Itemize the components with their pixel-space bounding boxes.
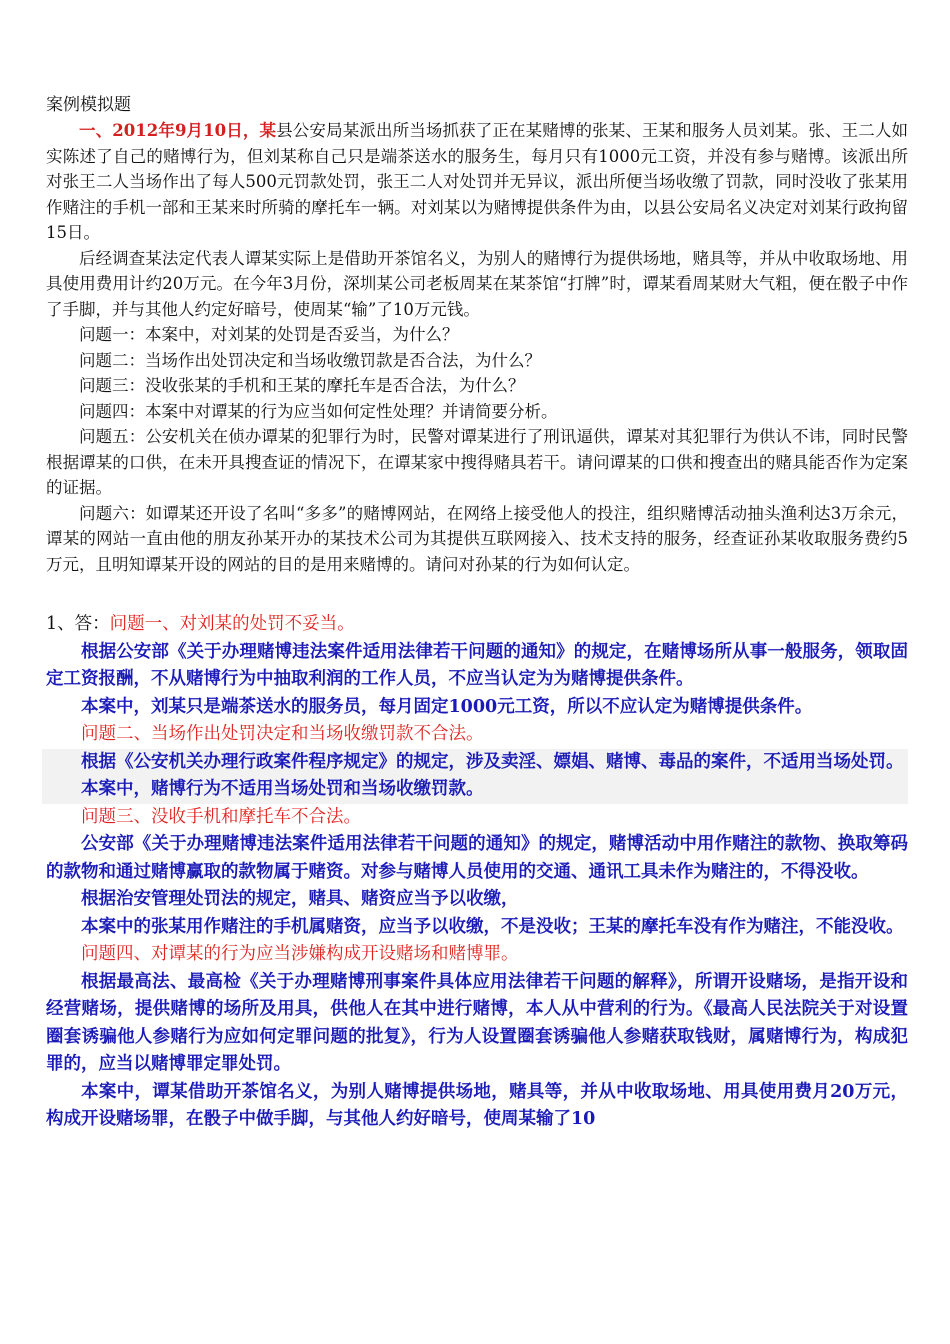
document-page [46, 92, 908, 1134]
answer-4-basis: 根据最高法、最高检《关于办理赌博刑事案件具体应用法律若干问题的解释》，所谓开设赌场，是指开设和经营赌场，提供赌博的场所及用具，供他人在其中进行赌博，本人从中营利的行为。《最高人民法院关于对设置圈套诱骗他人参赌行为应如何定罪问题的批复》，行为人设置圈套诱骗他人参赌获取钱财，属赌博行为，构成犯罪的，应当以赌博罪定罪处罚。 [46, 971, 908, 1074]
question-4: 问题四：本案中对谭某的行为应当如何定性处理？并请简要分析。 [79, 401, 558, 421]
question-2: 问题二：当场作出处罚决定和当场收缴罚款是否合法，为什么？ [79, 350, 541, 370]
answer-2-basis: 根据《公安机关办理行政案件程序规定》的规定，涉及卖淫、嫖娼、赌博、毒品的案件，不适用当场处罚。 [81, 751, 904, 772]
answer-1-application: 本案中，刘某只是端茶送水的服务员，每月固定1000元工资，所以不应认定为赌博提供条件。 [81, 696, 813, 717]
section-gap [46, 577, 908, 611]
answer-3-title: 问题三、没收手机和摩托车不合法。 [81, 806, 361, 827]
answer-1-title: 问题一、对刘某的处罚不妥当。 [109, 614, 355, 634]
case-paragraph-2: 后经调查某法定代表人谭某实际上是借助开茶馆名义，为别人的赌博行为提供场地，赌具等，并从中收取场地、用具使用费用计约20万元。在今年3月份，深圳某公司老板周某在某茶馆“打牌”时，谭某看周某财大气粗，便在骰子中作了手脚，并与其他人约定好暗号，使周某“输”了10万元钱。 [46, 248, 908, 319]
answer-3-basis: 公安部《关于办理赌博违法案件适用法律若干问题的通知》的规定，赌博活动中用作赌注的款物、换取筹码的款物和通过赌博赢取的款物属于赌资。对参与赌博人员使用的交通、通讯工具未作为赌注的，不得没收。 [46, 834, 908, 882]
answer-3-law: 根据治安管理处罚法的规定，赌具、赌资应当予以收缴， [81, 889, 519, 909]
case-paragraph-1 [46, 118, 908, 246]
answer-2-application: 本案中，赌博行为不适用当场处罚和当场收缴罚款。 [81, 779, 484, 799]
document-title: 案例模拟题 [46, 95, 131, 115]
answer-2-title: 问题二、当场作出处罚决定和当场收缴罚款不合法。 [81, 724, 484, 744]
question-6: 问题六：如谭某还开设了名叫“多多”的赌博网站，在网络上接受他人的投注，组织赌博活动抽头渔利达3万余元，谭某的网站一直由他的朋友孙某开办的某技术公司为其提供互联网接入、技术支持的服务，经查证孙某收取服务费约5万元，且明知谭某开设的网站的目的是用来赌博的。请问对孙某的行为如何认定。 [46, 503, 908, 574]
answer-4-application: 本案中，谭某借助开茶馆名义，为别人赌博提供场地，赌具等，并从中收取场地、用具使用费月20万元，构成开设赌场罪，在骰子中做手脚，与其他人约好暗号，使周某输了10 [46, 1081, 908, 1129]
answer-4-title: 问题四、对谭某的行为应当涉嫌构成开设赌场和赌博罪。 [81, 944, 519, 964]
answer-number: 1、答： [46, 614, 110, 634]
question-5: 问题五：公安机关在侦办谭某的犯罪行为时，民警对谭某进行了刑讯逼供，谭某对其犯罪行为供认不讳，同时民警根据谭某的口供，在未开具搜查证的情况下，在谭某家中搜得赌具若干。请问谭某的口供和搜查出的赌具能否作为定案的证据。 [46, 427, 908, 497]
answer-1-basis: 根据公安部《关于办理赌博违法案件适用法律若干问题的通知》的规定，在赌博场所从事一般服务，领取固定工资报酬，不从赌博行为中抽取利润的工作人员，不应当认定为为赌博提供条件。 [46, 641, 908, 689]
case-date-lead: 一、2012年9月10日，某 [79, 121, 277, 140]
question-1: 问题一：本案中，对刘某的处罚是否妥当，为什么？ [79, 325, 459, 344]
answer-2-shaded-block [42, 749, 908, 804]
question-3: 问题三：没收张某的手机和王某的摩托车是否合法，为什么？ [79, 376, 525, 395]
answer-3-application: 本案中的张某用作赌注的手机属赌资，应当予以收缴，不是没收；王某的摩托车没有作为赌注，不能没收。 [81, 916, 904, 937]
answer-heading-1 [46, 611, 908, 639]
case-paragraph-1-text: 县公安局某派出所当场抓获了正在某赌博的张某、王某和服务人员刘某。张、王二人如实陈述了自己的赌博行为，但刘某称自己只是端茶送水的服务生，每月只有1000元工资，并没有参与赌博。该派出所对张王二人当场作出了每人500元罚款处罚，张王二人对处罚并无异议，派出所便当场收缴了罚款，同时没收了张某用作赌注的手机一部和王某来时所骑的摩托车一辆。对刘某以为赌博提供条件为由，以县公安局名义决定对刘某行政拘留15日。 [46, 121, 908, 242]
answer-section [46, 611, 908, 1134]
